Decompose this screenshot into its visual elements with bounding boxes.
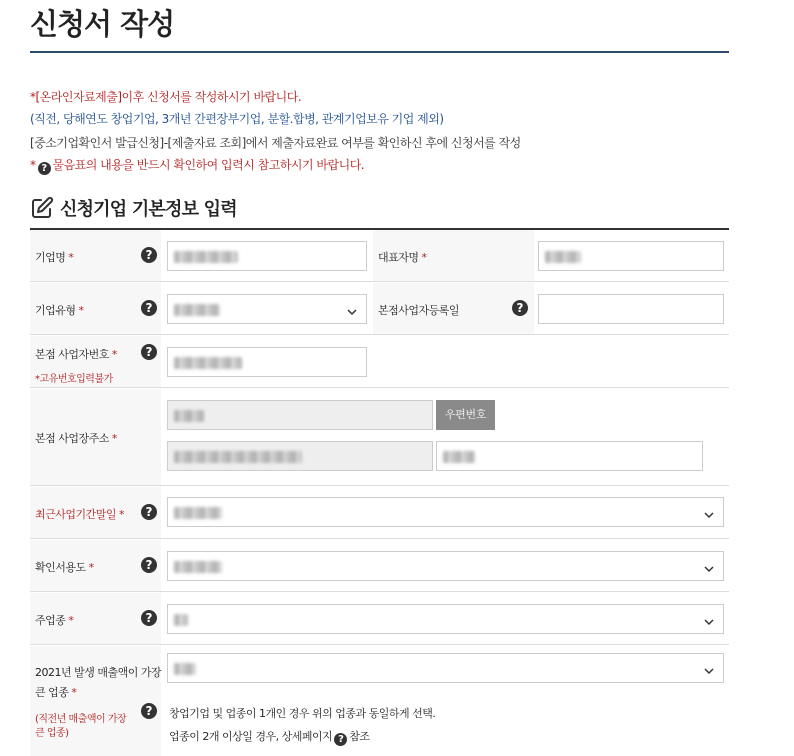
label-cell [30, 646, 161, 756]
hq-business-number-note: *고유번호입력불가 [35, 374, 113, 385]
notice-line-2: (직전, 당해연도 창업기업, 3개년 간편장부기업, 분할.합병, 관계기업보유 기업 제외) [30, 112, 444, 126]
company-type-label: 기업유형 * [35, 304, 84, 317]
notice-line-4-text: 물음표의 내용을 반드시 확인하여 입력시 참고하시기 바랍니다. [52, 158, 365, 172]
blurred-value [174, 561, 222, 573]
revenue-industry-description-line2: 업종이 2개 이상일 경우, 상세페이지 ? 참조 [169, 730, 370, 745]
company-name-input[interactable] [167, 241, 367, 271]
question-circle-icon[interactable]: ? [141, 300, 157, 316]
address-detail-input[interactable] [436, 441, 703, 471]
address-input[interactable] [167, 441, 433, 471]
main-industry-select[interactable] [167, 604, 724, 634]
hq-business-number-input[interactable] [167, 347, 367, 377]
form-row-company-type [30, 283, 729, 335]
form-row-hq-address [30, 389, 729, 486]
question-circle-icon[interactable]: ? [141, 344, 157, 360]
chevron-down-icon [703, 560, 715, 572]
question-circle-icon: ? [38, 162, 51, 175]
question-circle-icon[interactable]: ? [141, 504, 157, 520]
notice-line-4 [30, 156, 364, 175]
purpose-label: 확인서용도 * [35, 561, 94, 574]
revenue-industry-select[interactable] [167, 653, 724, 683]
blurred-value [443, 451, 475, 463]
zip-code-input[interactable] [167, 400, 433, 430]
company-type-select[interactable] [167, 294, 367, 324]
edit-pencil-icon [30, 196, 54, 220]
page-title: 신청서 작성 [30, 7, 175, 41]
revenue-industry-note-line1: (직전년 매출액이 가장 [35, 714, 127, 725]
form-row-recent-fiscal [30, 487, 729, 539]
question-circle-icon[interactable]: ? [334, 733, 347, 746]
zip-code-button[interactable]: 우편번호 [436, 400, 495, 430]
chevron-down-icon [703, 613, 715, 625]
chevron-down-icon [346, 303, 358, 315]
chevron-down-icon [703, 506, 715, 518]
company-name-label: 기업명 * [35, 251, 74, 264]
question-circle-icon[interactable]: ? [141, 557, 157, 573]
ceo-name-label: 대표자명 * [378, 251, 427, 264]
blurred-value [174, 410, 204, 422]
blurred-value [174, 357, 242, 369]
blurred-value [545, 251, 581, 263]
question-circle-icon[interactable]: ? [512, 300, 528, 316]
blurred-value [174, 663, 196, 675]
main-industry-label: 주업종 * [35, 614, 74, 627]
question-circle-icon[interactable]: ? [141, 703, 157, 719]
hq-registration-date-input[interactable] [538, 294, 724, 324]
hq-address-label: 본점 사업장주소 * [35, 432, 117, 445]
blurred-value [174, 251, 238, 263]
form-row-purpose [30, 540, 729, 592]
notice-line-3: [중소기업확인서 발급신청]-[제출자료 조회]에서 제출자료완료 여부를 확인하신 후에 신청서를 작성 [30, 136, 521, 150]
section-heading-text: 신청기업 기본정보 입력 [60, 199, 237, 220]
recent-fiscal-label: 최근사업기간말일 * [35, 508, 125, 521]
blurred-value [174, 451, 302, 463]
notice-asterisk: * [30, 158, 36, 172]
hq-business-number-label: 본점 사업자번호 * [35, 348, 117, 361]
recent-fiscal-select[interactable] [167, 497, 724, 527]
form-row-company-name [30, 230, 729, 282]
company-info-form [30, 228, 729, 745]
chevron-down-icon [703, 662, 715, 674]
question-circle-icon[interactable]: ? [141, 610, 157, 626]
section-heading [30, 195, 237, 221]
form-row-hq-business-number [30, 336, 729, 388]
question-circle-icon[interactable]: ? [141, 247, 157, 263]
hq-registration-label: 본점사업자등록일 [378, 304, 460, 317]
blurred-value [174, 614, 188, 626]
ceo-name-input[interactable] [538, 241, 724, 271]
form-row-main-industry [30, 593, 729, 645]
notice-line-1: *[온라인자료제출]이후 신청서를 작성하시기 바랍니다. [30, 90, 302, 104]
blurred-value [174, 304, 220, 316]
revenue-industry-label-line1: 2021년 발생 매출액이 가장 [35, 666, 162, 679]
purpose-select[interactable] [167, 551, 724, 581]
title-divider [30, 51, 729, 53]
revenue-industry-description-line1: 창업기업 및 업종이 1개인 경우 위의 업종과 동일하게 선택. [169, 707, 436, 720]
revenue-industry-label-line2: 큰 업종 * [35, 686, 77, 699]
revenue-industry-note-line2: 큰 업종) [35, 728, 69, 739]
form-row-revenue-industry [30, 646, 729, 756]
blurred-value [174, 507, 222, 519]
